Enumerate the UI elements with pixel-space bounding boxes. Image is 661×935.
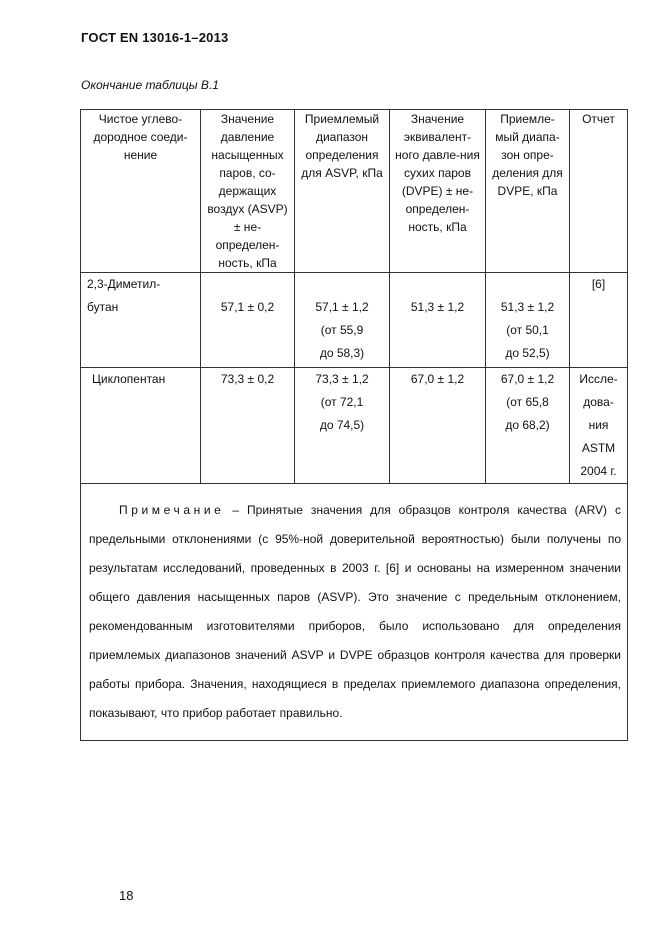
standard-header: ГОСТ EN 13016-1–2013 [81, 30, 229, 45]
report-line: Иссле- [579, 372, 618, 386]
dvpe-range-cell [486, 273, 570, 368]
report-cell [570, 273, 628, 368]
note-cell [81, 484, 628, 741]
compound-name [81, 368, 201, 484]
compound-name-line: Циклопентан [92, 372, 166, 386]
asvp-range-line: 57,1 ± 1,2 [315, 300, 369, 314]
dvpe-range-cell [486, 368, 570, 484]
dvpe-value-cell [390, 368, 486, 484]
table-caption: Окончание таблицы В.1 [81, 78, 219, 92]
report-line: 2004 г. [580, 464, 617, 478]
table-header-row [81, 110, 628, 273]
report-line: [6] [591, 277, 606, 291]
dvpe-range-line: 51,3 ± 1,2 [500, 300, 555, 314]
column-header-dvpe: Значение эквивалент-ного давле-ния сухих паров (DVPE) ± не-определен-ность, кПа [390, 110, 486, 273]
column-header-report: Отчет [570, 110, 628, 273]
compound-name [81, 273, 201, 368]
report-line: дова- [583, 395, 614, 409]
asvp-value-cell [201, 368, 295, 484]
asvp-range-cell [295, 368, 390, 484]
dvpe-value-cell [390, 273, 486, 368]
note-label: Примечание [119, 503, 225, 517]
asvp-range-line: (от 72,1 [320, 395, 364, 409]
compound-name-line: бутан [87, 300, 119, 314]
column-header-dvpe-range: Приемле-мый диапа-зон опре-деления для DVPE, кПа [486, 110, 570, 273]
dvpe-value: 51,3 ± 1,2 [410, 300, 465, 314]
dvpe-range-line: до 52,5) [505, 346, 550, 360]
column-header-asvp-range: Приемлемый диапазон определения для ASVP, кПа [295, 110, 390, 273]
table-row [81, 368, 628, 484]
column-header-asvp: Значение давление насыщенных паров, со-держащих воздух (ASVP) ± не-определен-ность, кПа [201, 110, 295, 273]
asvp-range-cell [295, 273, 390, 368]
dvpe-range-line: (от 50,1 [506, 323, 549, 337]
note-row [81, 484, 628, 741]
asvp-range-line: (от 55,9 [320, 323, 364, 337]
dvpe-range-line: 67,0 ± 1,2 [500, 372, 555, 386]
asvp-range-line: 73,3 ± 1,2 [315, 372, 369, 386]
table-row [81, 273, 628, 368]
dvpe-value: 67,0 ± 1,2 [410, 372, 465, 386]
dvpe-range-line: до 68,2) [505, 418, 550, 432]
asvp-range-line: до 58,3) [319, 346, 365, 360]
report-line: ния [588, 418, 609, 432]
asvp-value: 57,1 ± 0,2 [220, 300, 275, 314]
note-text: – Принятые значения для образцов контроля качества (ARV) с предельными отклонениями (с 95%-ной доверительной вероятностью) были получены по результатам исследований, проведенных в 2003 г. [6] и основаны на измеренном значении общего давления насыщенных паров (ASVP). Это значение с предельным отклонением, рекомендованным изготовителями приборов, было использовано для определения приемлемых диапазонов значений ASVP и DVPE образцов контроля качества для проверки работы прибора. Значения, находящиеся в пределах приемлемого диапазона определения, показывают, что прибор работает правильно. [89, 503, 621, 720]
asvp-value: 73,3 ± 0,2 [220, 372, 275, 386]
dvpe-range-line: (от 65,8 [506, 395, 549, 409]
asvp-value-cell [201, 273, 295, 368]
compound-name-line: 2,3-Диметил- [87, 277, 161, 291]
column-header-compound: Чистое углево-дородное соеди-нение [81, 110, 201, 273]
page-number: 18 [119, 888, 134, 903]
data-table [80, 109, 628, 741]
asvp-range-line: до 74,5) [319, 418, 365, 432]
report-line: ASTM [581, 441, 616, 455]
report-cell [570, 368, 628, 484]
